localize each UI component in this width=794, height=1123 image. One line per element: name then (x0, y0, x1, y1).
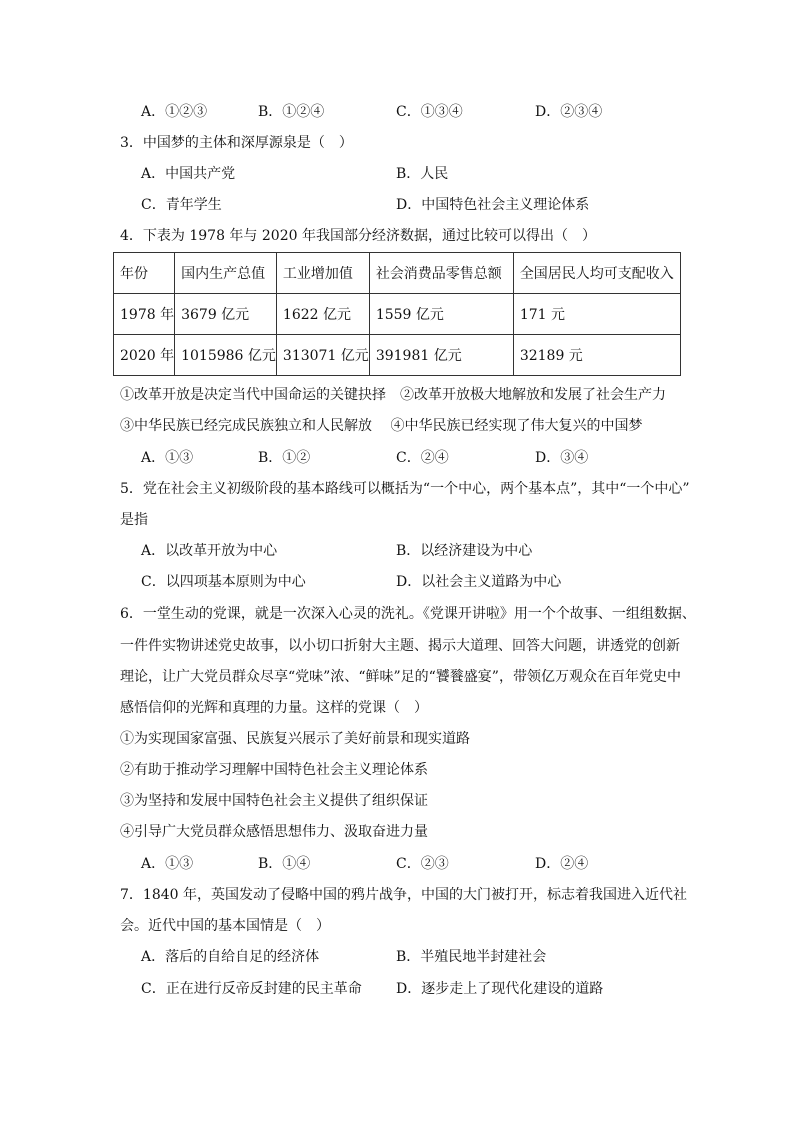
q6-stem-line-3: 理论，让广大党员群众尽享“党味”浓、“鲜味”足的“饕餮盛宴”，带领亿万观众在百年党史中 (120, 669, 681, 685)
table-header-cell: 全国居民人均可支配收入 (513, 253, 680, 294)
q6-statement-4: ④引导广大党员群众感悟思想伟力、汲取奋进力量 (120, 824, 428, 840)
table-cell: 1622 亿元 (276, 294, 369, 335)
q3-stem: 3．中国梦的主体和深厚源泉是（ ） (120, 135, 353, 151)
q6-stem-line-1: 6．一堂生动的党课，就是一次深入心灵的洗礼。《党课开讲啦》用一个个故事、一组组数据、 (120, 606, 696, 622)
q6-statement-1: ①为实现国家富强、民族复兴展示了美好前景和现实道路 (120, 731, 470, 747)
table-cell: 1559 亿元 (369, 294, 513, 335)
q7-option-a: A．落后的自给自足的经济体 (141, 949, 320, 965)
table-cell: 2020 年 (114, 335, 175, 376)
table-row (114, 335, 681, 376)
q5-option-b: B．以经济建设为中心 (396, 543, 533, 559)
q5-option-d: D．以社会主义道路为中心 (396, 574, 562, 590)
table-header-row (114, 253, 681, 294)
table-header-cell: 国内生产总值 (175, 253, 277, 294)
q6-option-d: D．②④ (535, 856, 589, 872)
q4-option-a: A．①③ (141, 450, 194, 466)
q6-stem-line-2: 一件件实物讲述党史故事，以小切口折射大主题、揭示大道理、回答大问题，讲透党的创新 (120, 638, 680, 654)
q4-statement-1: ①改革开放是决定当代中国命运的关键抉择 ②改革开放极大地解放和发展了社会生产力 (120, 387, 666, 403)
q2-option-d: D．②③④ (535, 104, 603, 120)
table-cell: 171 元 (513, 294, 680, 335)
table-cell: 391981 亿元 (369, 335, 513, 376)
q2-option-b: B．①②④ (258, 104, 325, 120)
q7-stem-line-2: 会。近代中国的基本国情是（ ） (120, 918, 330, 934)
q6-option-c: C．②③ (396, 856, 449, 872)
table-row (114, 294, 681, 335)
q6-option-a: A．①③ (141, 856, 194, 872)
q3-option-c: C．青年学生 (141, 197, 222, 213)
table-header-cell: 工业增加值 (276, 253, 369, 294)
q4-option-c: C．②④ (396, 450, 449, 466)
table-cell: 313071 亿元 (276, 335, 369, 376)
q4-option-b: B．①② (258, 450, 311, 466)
table-header-cell: 年份 (114, 253, 175, 294)
q5-stem-line-1: 5．党在社会主义初级阶段的基本路线可以概括为“一个中心，两个基本点”，其中“一个中心” (120, 481, 690, 497)
q6-statement-3: ③为坚持和发展中国特色社会主义提供了组织保证 (120, 793, 428, 809)
q5-stem-line-2: 是指 (120, 512, 148, 528)
q4-option-d: D．③④ (535, 450, 589, 466)
q2-option-a: A．①②③ (141, 104, 208, 120)
table-cell: 1015986 亿元 (175, 335, 277, 376)
q7-option-b: B．半殖民地半封建社会 (396, 949, 547, 965)
q3-option-b: B．人民 (396, 166, 449, 182)
q3-option-d: D．中国特色社会主义理论体系 (396, 197, 590, 213)
economic-data-table (113, 252, 681, 376)
q4-stem: 4．下表为 1978 年与 2020 年我国部分经济数据，通过比较可以得出（ ） (120, 228, 596, 244)
q5-option-a: A．以改革开放为中心 (141, 543, 278, 559)
q7-option-c: C．正在进行反帝反封建的民主革命 (141, 981, 362, 997)
q5-option-c: C．以四项基本原则为中心 (141, 574, 306, 590)
table-header-cell: 社会消费品零售总额 (369, 253, 513, 294)
q6-statement-2: ②有助于推动学习理解中国特色社会主义理论体系 (120, 762, 428, 778)
table-cell: 3679 亿元 (175, 294, 277, 335)
q4-statement-2: ③中华民族已经完成民族独立和人民解放 ④中华民族已经实现了伟大复兴的中国梦 (120, 418, 643, 434)
q2-option-c: C．①③④ (396, 104, 463, 120)
q7-option-d: D．逐步走上了现代化建设的道路 (396, 981, 604, 997)
q6-stem-line-4: 感悟信仰的光辉和真理的力量。这样的党课（ ） (120, 700, 428, 716)
table-cell: 32189 元 (513, 335, 680, 376)
table-cell: 1978 年 (114, 294, 175, 335)
q3-option-a: A．中国共产党 (141, 166, 236, 182)
q7-stem-line-1: 7．1840 年，英国发动了侵略中国的鸦片战争，中国的大门被打开，标志着我国进入近代社 (120, 887, 687, 903)
q6-option-b: B．①④ (258, 856, 311, 872)
